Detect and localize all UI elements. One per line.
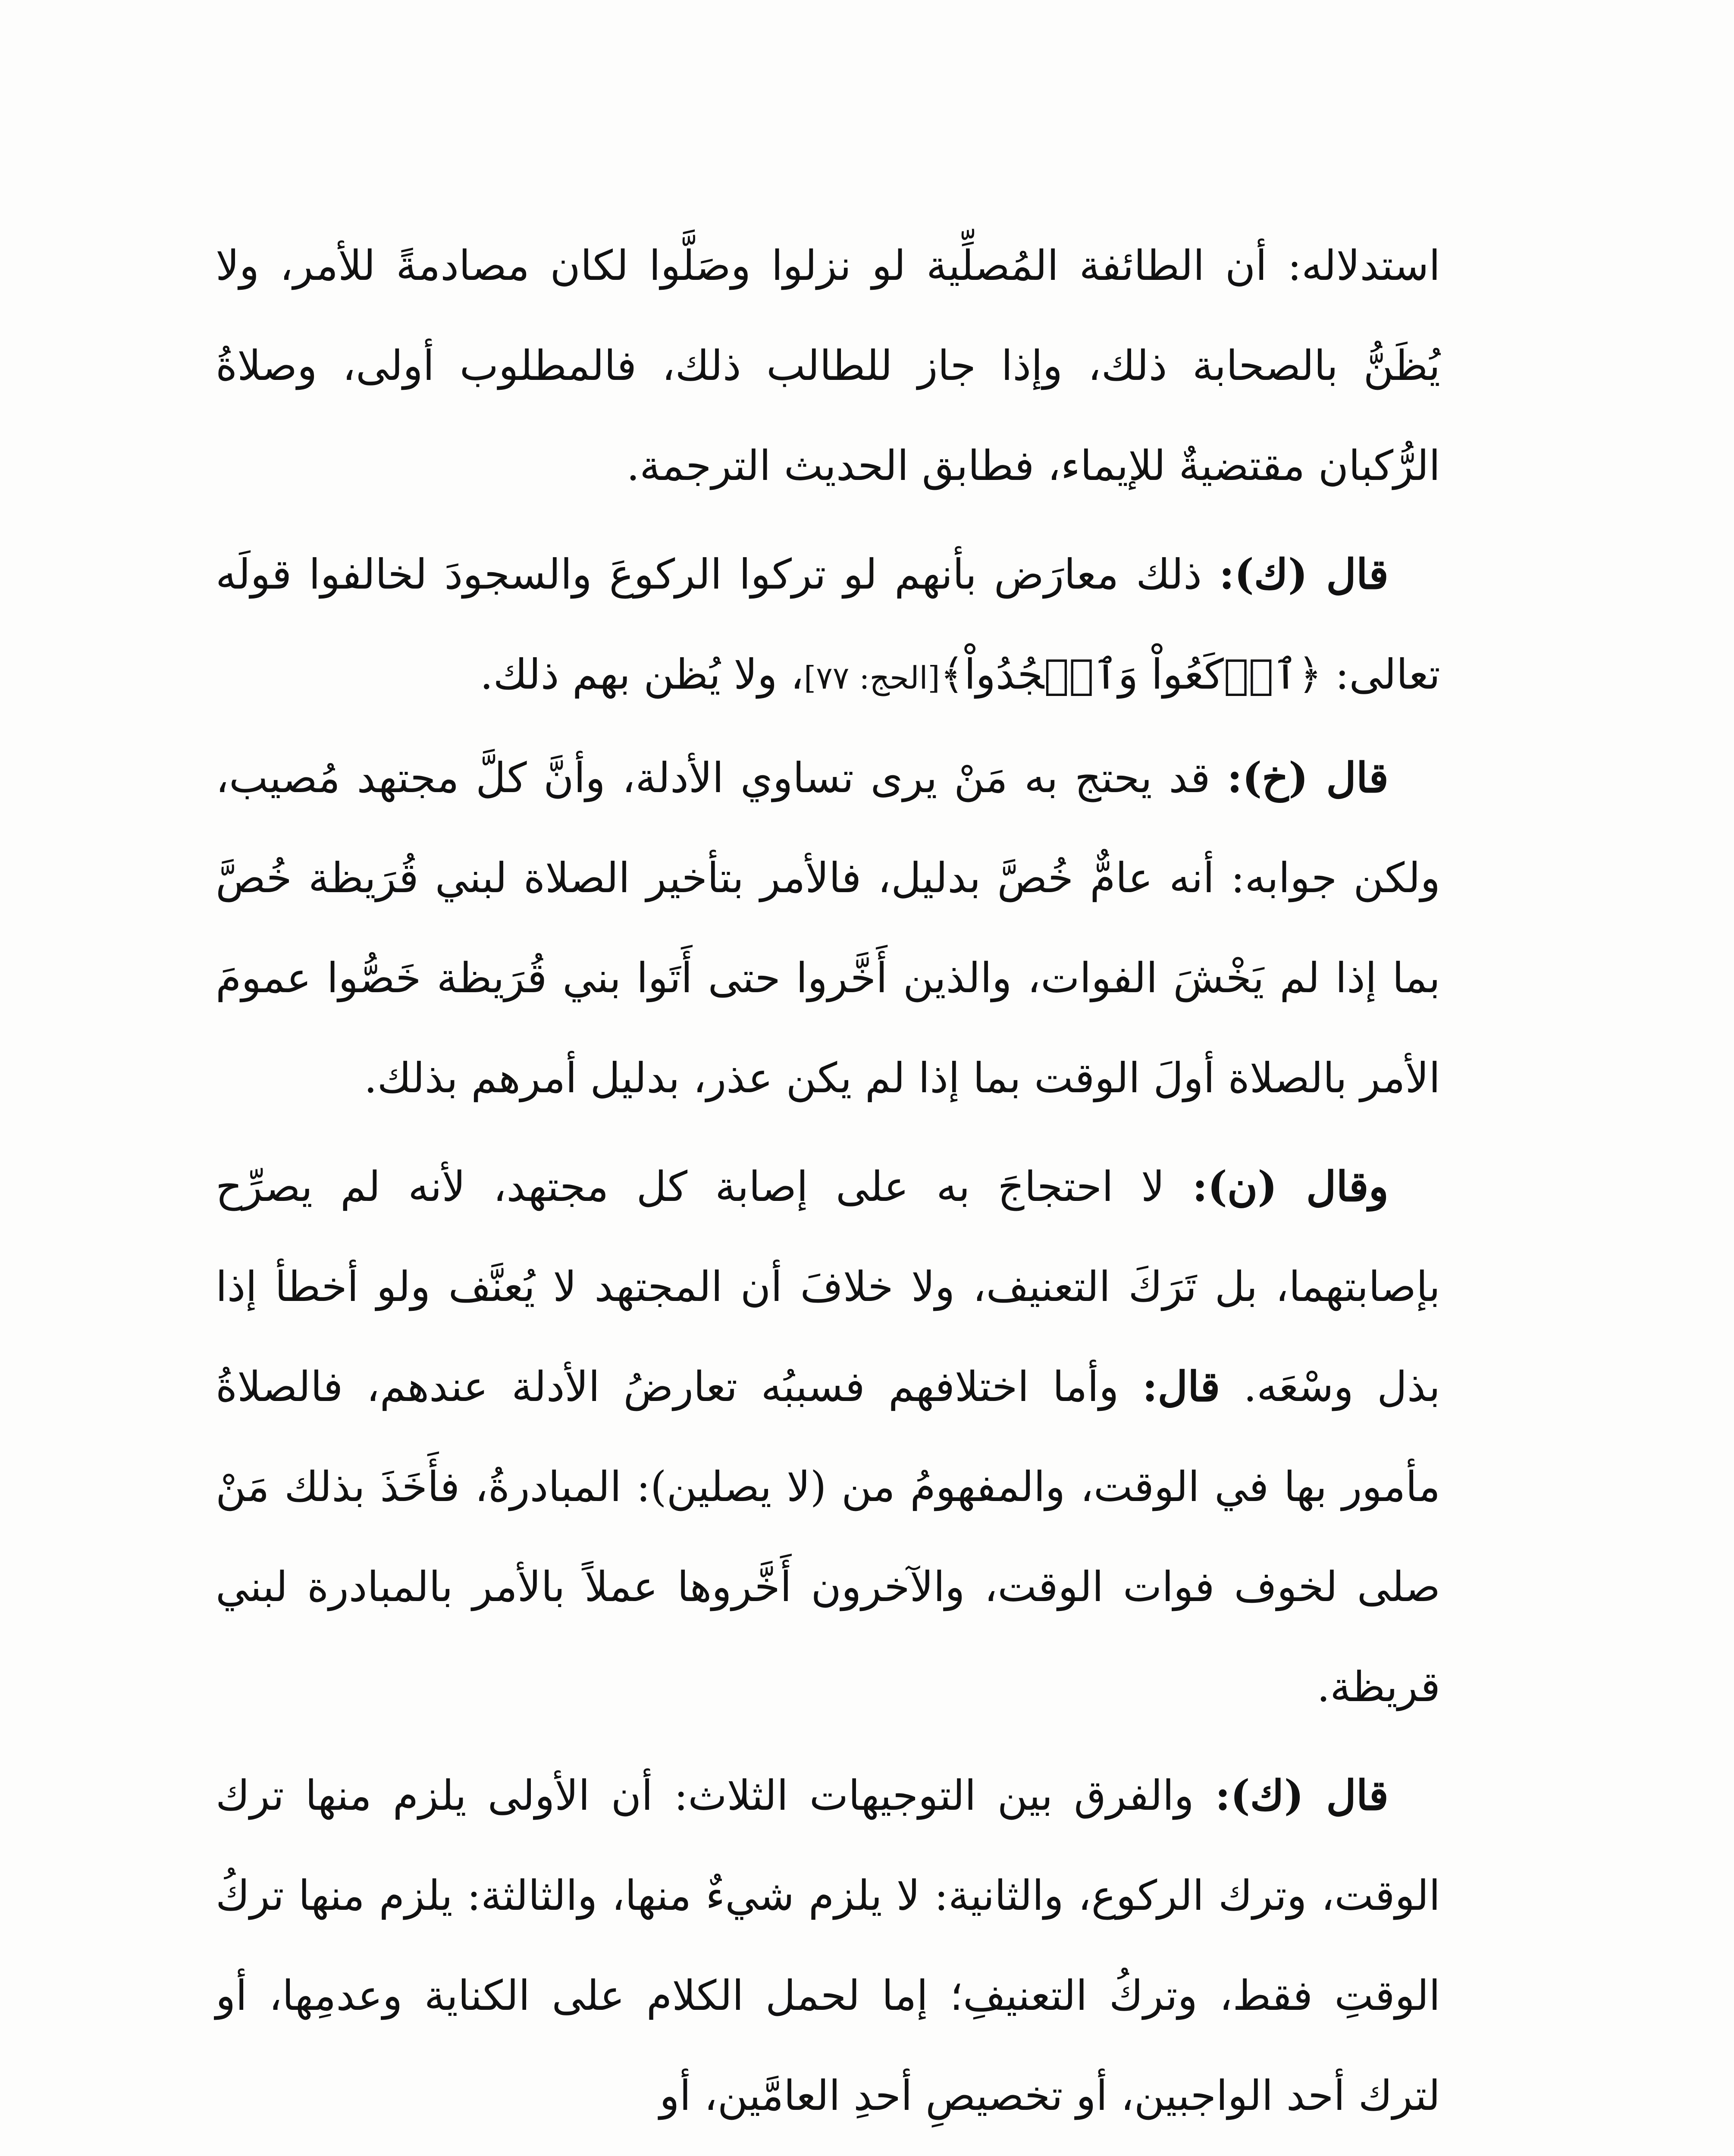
paragraph-4-text-before: لا احتجاجَ به على إصابة كل مجتهد، لأنه لم يصرِّح بإصابتهما، بل تَرَكَ التعنيف، ولا خلافَ أن المجتهد لا يُعنَّف ولو أخطأ إذا بذل وسْعَه. [216,1163,1441,1411]
paragraph-3-text: قد يحتج به مَنْ يرى تساوي الأدلة، وأنَّ كلَّ مجتهد مُصيب، ولكن جوابه: أنه عامٌّ خُصَّ بدليل، فالأمر بتأخير الصلاة لبني قُرَيظة خُصَّ بما إذا لم يَخْشَ الفوات، والذين أَخَّروا حتى أَتَوا بني قُرَيظة خَصُّوا عمومَ الأمر بالصلاة أولَ الوقت بما إذا لم يكن عذر، بدليل أمرهم بذلك. [216,754,1440,1102]
paragraph-1 [216,216,1440,516]
paragraph-5-lead: قال (ك): [1215,1771,1389,1820]
paragraph-1-text: استدلاله: أن الطائفة المُصلِّية لو نزلوا وصَلَّوا لكان مصادمةً للأمر، ولا يُظَنُّ بالصحابة ذلك، وإذا جاز للطالب ذلك، فالمطلوب أولى، وصلاةُ الرُّكبان مقتضيةٌ للإيماء، فطابق الحديث الترجمة. [216,241,1441,490]
quran-verse: ﴿ٱرۡكَعُواْ وَٱسۡجُدُواْ﴾ [940,650,1322,699]
paragraph-4 [216,1137,1440,1737]
paragraph-2-text-after: ، ولا يُظن بهم ذلك. [480,650,804,699]
paragraph-3-lead: قال (خ): [1227,753,1389,802]
body-text [216,216,1440,2146]
paragraph-2-lead: قال (ك): [1219,550,1389,599]
paragraph-5-text: والفرق بين التوجيهات الثلاث: أن الأولى يلزم منها ترك الوقت، وترك الركوع، والثانية: لا يلزم شيءٌ منها، والثالثة: يلزم منها تركُ الوقتِ فقط، وتركُ التعنيفِ؛ إما لحمل الكلام على الكناية وعدمِها، أو لترك أحد الواجبين، أو تخصيصِ أحدِ العامَّين، أو [216,1771,1440,2120]
paragraph-2-text-before: ذلك معارَض بأنهم لو تركوا الركوعَ والسجودَ لخالفوا قولَه تعالى: [216,550,1440,699]
paragraph-2 [216,524,1440,728]
paragraph-5 [216,1745,1440,2146]
paragraph-4-text-after: وأما اختلافهم فسببُه تعارضُ الأدلة عندهم، فالصلاةُ مأمور بها في الوقت، والمفهومُ من (لا يصلين): المبادرةُ، فأَخَذَ بذلك مَنْ صلى لخوف فوات الوقت، والآخرون أَخَّروها عملاً بالأمر بالمبادرة لبني قريظة. [216,1363,1441,1711]
verse-reference: [الحج: ٧٧] [804,660,940,696]
paragraph-3 [216,728,1440,1128]
paragraph-4-lead: وقال (ن): [1192,1162,1389,1211]
paragraph-4-lead-2: قال: [1142,1362,1220,1411]
